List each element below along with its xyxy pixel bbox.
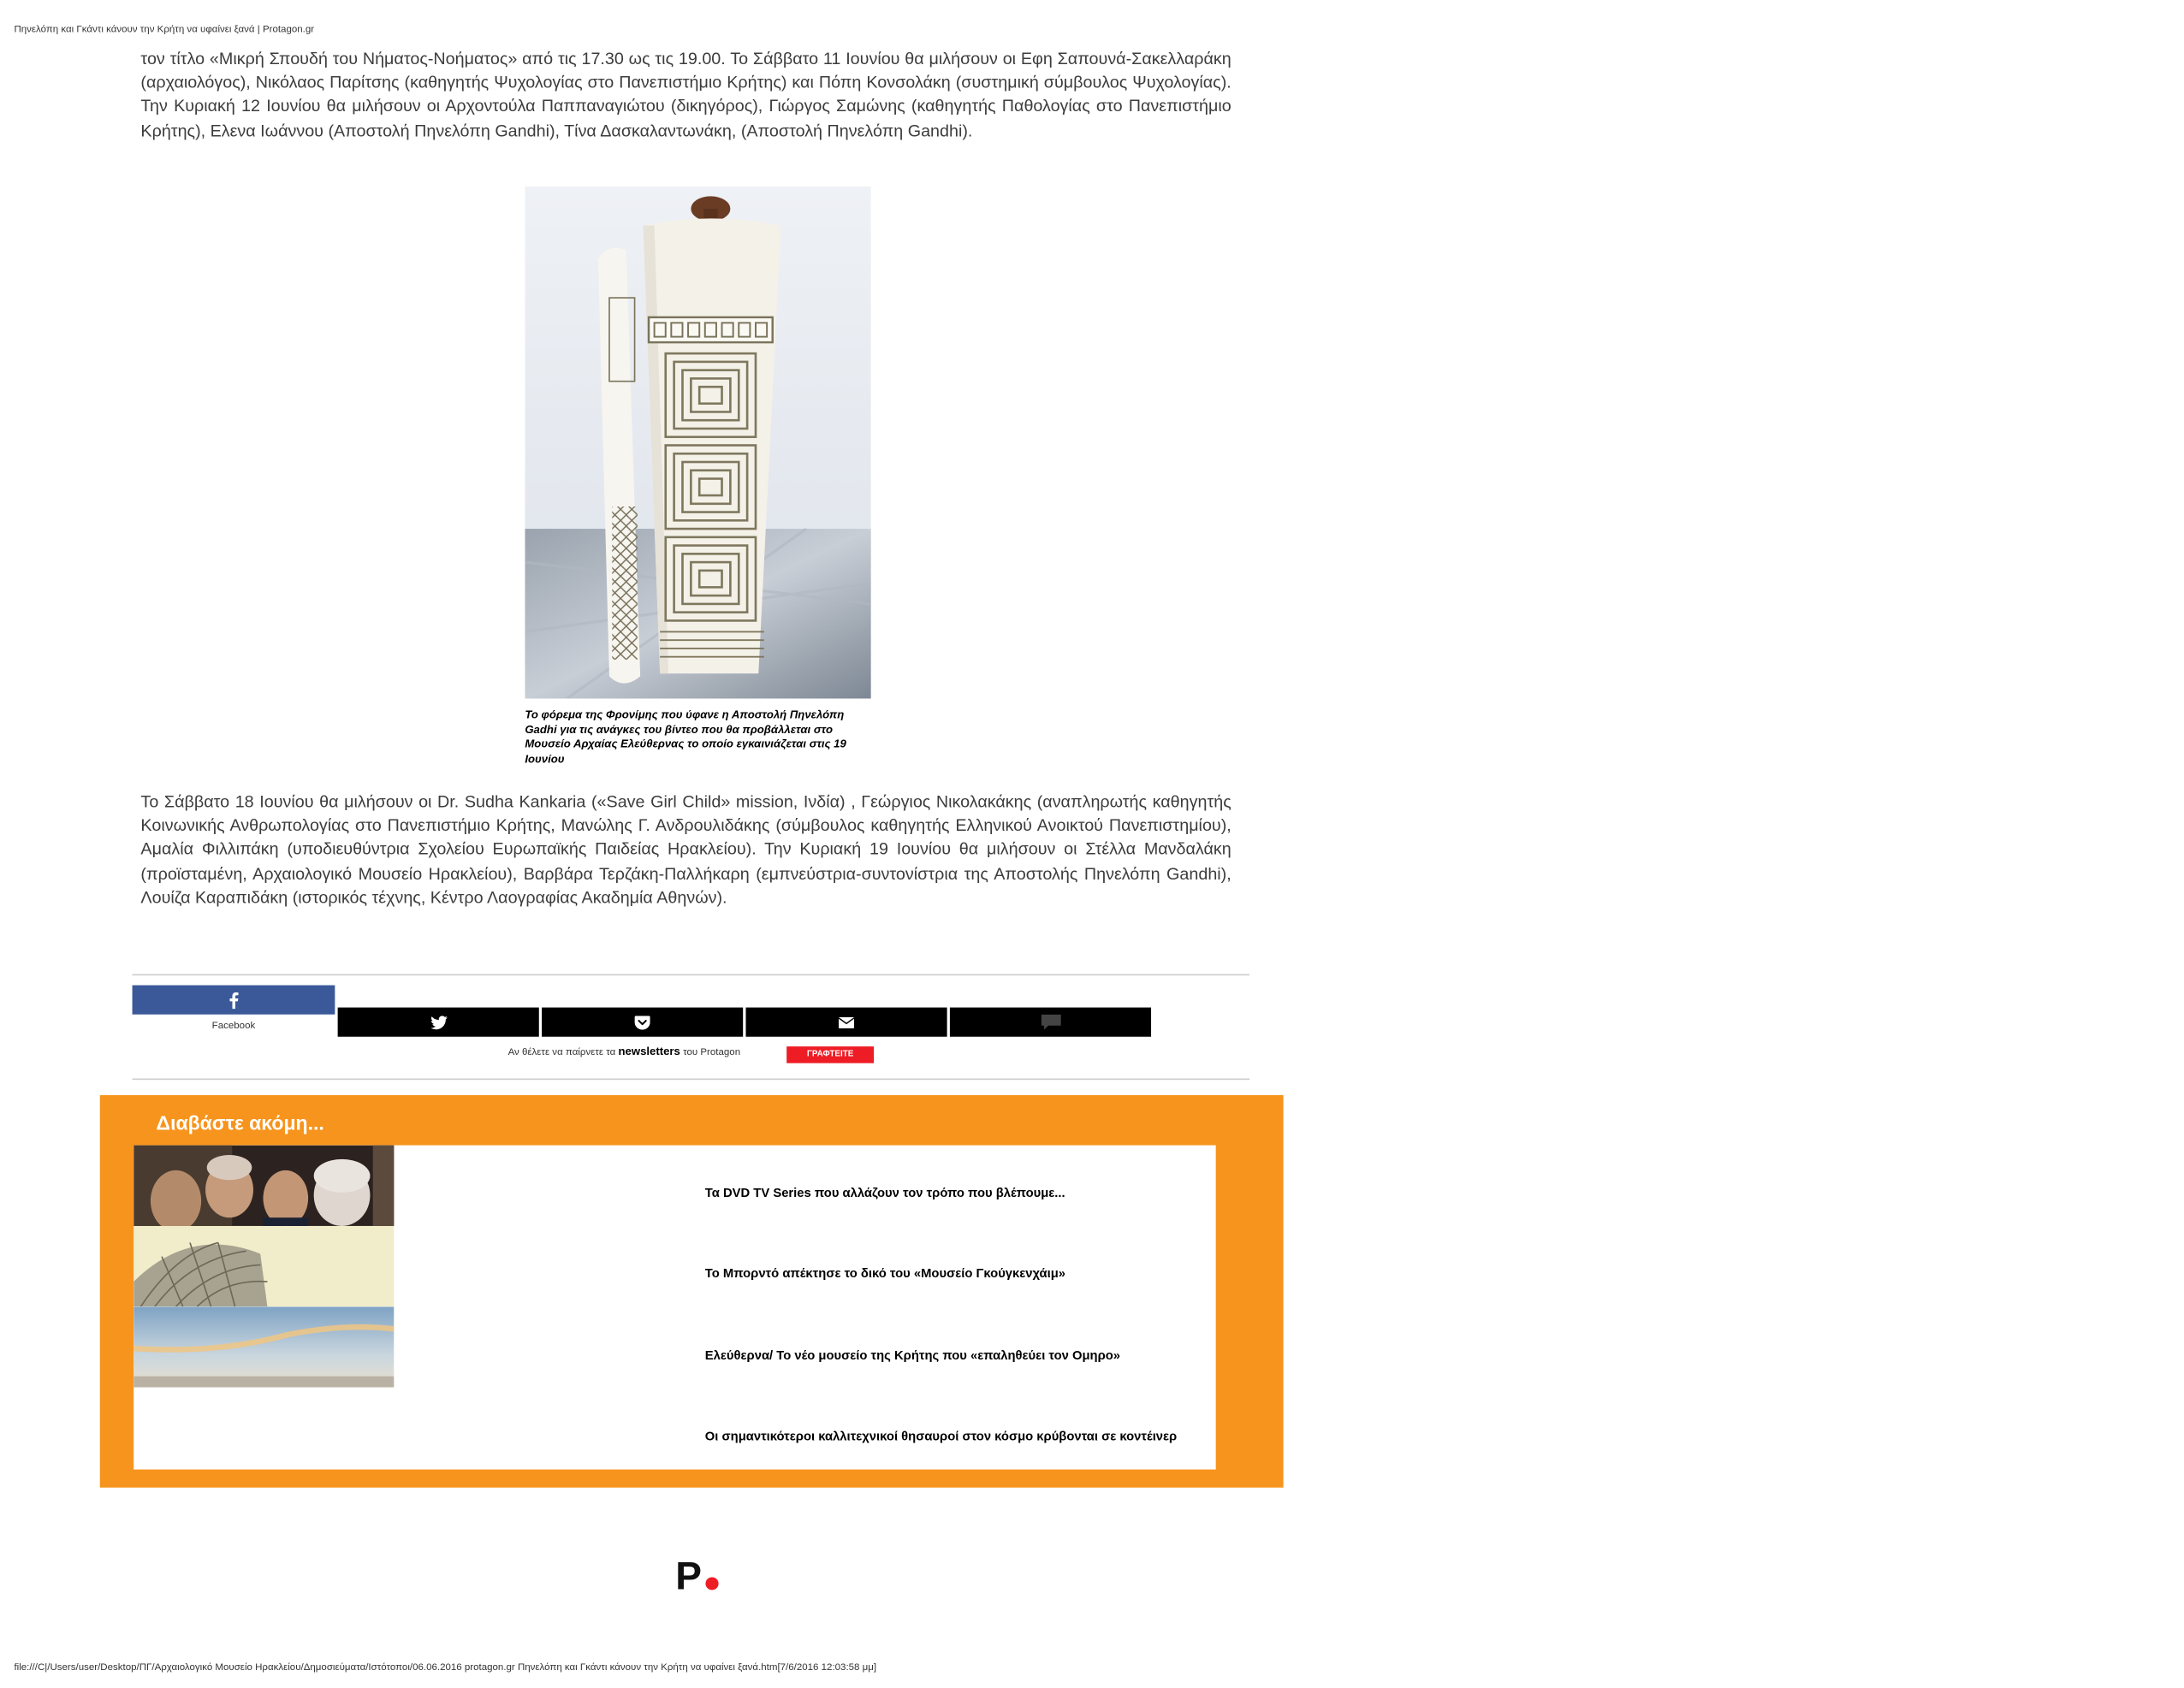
- article-link-eleutherna-museum[interactable]: Ελεύθερνα/ Το νέο μουσείο της Κρήτης που «επαληθεύει τον Ομηρο»: [704, 1348, 1121, 1363]
- facebook-icon: [228, 992, 239, 1009]
- logo-dot: [705, 1577, 718, 1590]
- read-more-title: Διαβάστε ακόμη...: [156, 1111, 324, 1134]
- newsletter-text-before: Αν θέλετε να παίρνετε τα: [507, 1047, 616, 1058]
- divider-top: [133, 974, 1250, 976]
- read-more-section: [100, 1095, 1284, 1488]
- pocket-share-button[interactable]: [542, 1008, 743, 1037]
- logo-letter: P: [675, 1555, 702, 1595]
- article-link-art-containers[interactable]: Οι σημαντικότεροι καλλιτεχνικοί θησαυροί στον κόσμο κρύβονται σε κοντέινερ: [704, 1429, 1178, 1443]
- article-link-tv-series[interactable]: Τα DVD TV Series που αλλάζουν τον τρόπο που βλέπουμε...: [704, 1185, 1065, 1200]
- article-thumb-eleutherna-museum[interactable]: [134, 1306, 394, 1387]
- pocket-icon: [635, 1016, 650, 1029]
- article-thumb-tv-series[interactable]: [134, 1146, 394, 1226]
- comment-share-button[interactable]: [950, 1008, 1151, 1037]
- article-paragraph-2: Το Σάββατο 18 Ιουνίου θα μιλήσουν οι Dr. Sudha Kankaria («Save Girl Child» mission, Ινδία) , Γεώργιος Νικολακάκης (αναπληρωτής καθηγητής Κοινωνικής Ανθρωπολογίας στο Πανεπιστήμιο Κρήτης, Μανώλης Γ. Ανδρουλιδάκης (σύμβουλος καθηγητής Ελληνικού Ανοικτού Πανεπιστημίου), Αμαλία Φιλλιπάκη (υποδιευθύντρια Σχολείου Ευρωπαϊκής Παιδείας Ηρακλείου). Την Κυριακή 19 Ιουνίου θα μιλήσουν οι Στέλλα Μανδαλάκη (προϊσταμένη, Αρχαιολογικό Μουσείο Ηρακλείου), Βαρβάρα Τερζάκη-Παλλήκαρη (εμπνεύστρια-συντονίστρια της Αποστολής Πηνελόπη Gandhi), Λουίζα Καραπιδάκη (ιστορικός τέχνης, Κέντρο Λαογραφίας Ακαδημία Αθηνών).: [140, 791, 1231, 908]
- article-thumb-bordeaux-museum[interactable]: [134, 1226, 394, 1306]
- twitter-share-button[interactable]: [338, 1008, 539, 1037]
- read-more-list: [134, 1146, 1215, 1470]
- facebook-share-button[interactable]: [133, 986, 335, 1015]
- protagon-logo[interactable]: [675, 1555, 732, 1595]
- subscribe-button[interactable]: ΓΡΑΦΤΕΙΤΕ: [786, 1046, 874, 1063]
- article-paragraph-1: τον τίτλο «Μικρή Σπουδή του Νήματος-Νοήματος» από τις 17.30 ως τις 19.00. Το Σάββατο 11 Ιουνίου θα μιλήσουν οι Εφη Σαπουνά-Σακελλαράκη (αρχαιολόγος), Νικόλαος Παρίτσης (καθηγητής Ψυχολογίας στο Πανεπιστήμιο Κρήτης) και Πόπη Κονσολάκη (συστημική σύμβουλος Ψυχολογίας). Την Κυριακή 12 Ιουνίου θα μιλήσουν οι Αρχοντούλα Παππαναγιώτου (δικηγόρος), Γιώργος Σαμώνης (καθηγητής Παθολογίας στο Πανεπιστήμιο Κρήτης), Ελενα Ιωάννου (Αποστολή Πηνελόπη Gandhi), Τίνα Δασκαλαντωνάκη, (Αποστολή Πηνελόπη Gandhi).: [140, 48, 1231, 140]
- email-icon: [839, 1016, 854, 1028]
- comment-icon: [1041, 1015, 1060, 1030]
- divider-bottom: [133, 1079, 1250, 1081]
- newsletter-text-after: του Protagon: [683, 1047, 741, 1058]
- article-link-bordeaux-museum[interactable]: Το Μπορντό απέκτησε το δικό του «Μουσείο Γκούγκενχάιμ»: [704, 1266, 1066, 1281]
- twitter-icon: [430, 1016, 447, 1029]
- newsletter-prompt: [508, 1045, 741, 1058]
- newsletter-text-bold: newsletters: [618, 1045, 680, 1058]
- email-share-button[interactable]: [745, 1008, 947, 1037]
- page-footer-path: file:///C|/Users/user/Desktop/ΠΓ/Αρχαιολογικό Μουσείο Ηρακλείου/Δημοσιεύματα/Ιστότοποι/06.06.2016 protagon.gr Πηνελόπη και Γκάντι κάνουν την Κρήτη να υφαίνει ξανά.htm[7/6/2016 12:03:58 μμ]: [14, 1662, 877, 1673]
- page-header-title: Πηνελόπη και Γκάντι κάνουν την Κρήτη να υφαίνει ξανά | Protagon.gr: [14, 25, 315, 35]
- dress-photo: [525, 187, 870, 699]
- image-caption: Το φόρεμα της Φρονίμης που ύφανε η Αποστολή Πηνελόπη Gadhi για τις ανάγκες του βίντεο που θα προβάλλεται στο Μουσείο Αρχαίας Ελεύθερνας το οποίο εγκαινιάζεται στις 19 Ιουνίου: [525, 708, 846, 765]
- facebook-share-label: Facebook: [211, 1021, 256, 1032]
